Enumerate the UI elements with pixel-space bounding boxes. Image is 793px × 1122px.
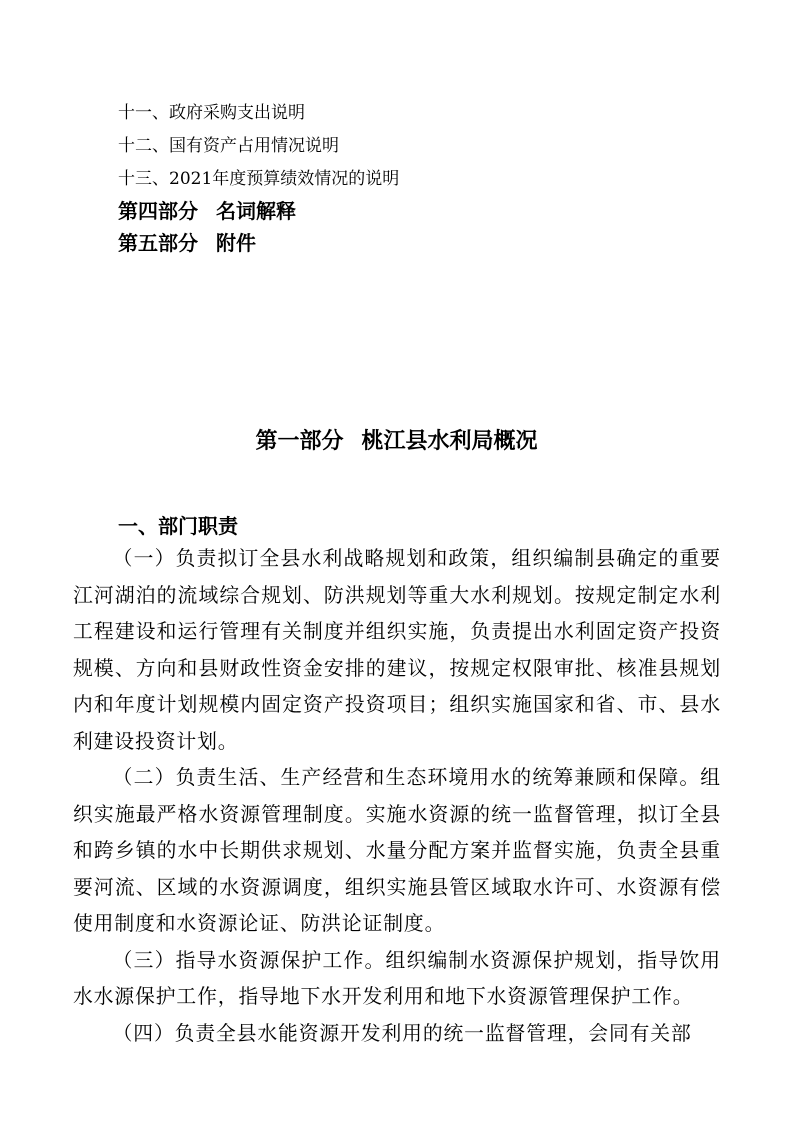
toc-item: 十二、国有资产占用情况说明: [118, 136, 339, 156]
toc-part: [118, 230, 256, 256]
toc-item: 十一、政府采购支出说明: [118, 103, 305, 123]
toc-part-title: 附件: [216, 231, 256, 255]
toc-part: [118, 198, 296, 224]
chapter-name: 桃江县水利局概况: [361, 429, 538, 454]
chapter-number: 第一部分: [255, 429, 344, 454]
toc-part-number: 第四部分: [118, 199, 198, 223]
toc-part-title: 名词解释: [216, 199, 296, 223]
body-text: [73, 541, 721, 1052]
toc-item: 十三、2021年度预算绩效情况的说明: [118, 169, 400, 189]
toc-part-number: 第五部分: [118, 231, 198, 255]
paragraph: （三）指导水资源保护工作。组织编制水资源保护规划，指导饮用水水源保护工作，指导地下水开发利用和地下水资源管理保护工作。: [73, 948, 721, 1008]
paragraph: （四）负责全县水能资源开发利用的统一监督管理，会同有关部: [112, 1021, 692, 1045]
paragraph: （二）负责生活、生产经营和生态环境用水的统筹兼顾和保障。组织实施最严格水资源管理制度。实施水资源的统一监督管理，拟订全县和跨乡镇的水中长期供求规划、水量分配方案并监督实施，负责全县重要河流、区域的水资源调度，组织实施县管区域取水许可、水资源有偿使用制度和水资源论证、防洪论证制度。: [73, 766, 721, 935]
chapter-title: [0, 427, 793, 457]
section-heading: 一、部门职责: [118, 514, 238, 538]
paragraph: （一）负责拟订全县水利战略规划和政策，组织编制县确定的重要江河湖泊的流域综合规划、防洪规划等重大水利规划。按规定制定水利工程建设和运行管理有关制度并组织实施，负责提出水利固定资产投资规模、方向和县财政性资金安排的建议，按规定权限审批、核准县规划内和年度计划规模内固定资产投资项目；组织实施国家和省、市、县水利建设投资计划。: [73, 547, 721, 753]
